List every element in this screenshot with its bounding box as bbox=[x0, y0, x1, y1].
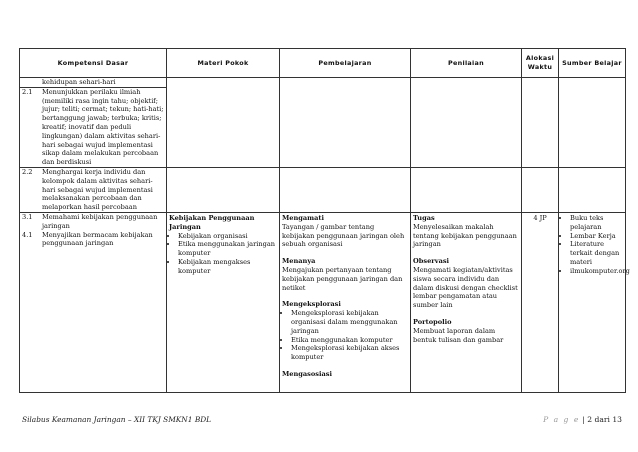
mengamati-text: Tayangan / gambar tentang kebijakan penggunaan jaringan oleh sebuah organisasi bbox=[282, 222, 405, 249]
list-item: • Kebijakan mengakses komputer bbox=[178, 258, 277, 276]
sumber-cell bbox=[559, 212, 630, 392]
materi-title: Kebijakan Penggunaan Jaringan bbox=[169, 213, 255, 231]
header-alokasi-waktu: Alokasi Waktu bbox=[522, 49, 559, 78]
list-item: • Etika menggunakan komputer bbox=[291, 336, 408, 345]
kd-cell bbox=[20, 212, 167, 392]
kd-3-1 bbox=[20, 213, 166, 231]
sumber-list bbox=[561, 213, 630, 276]
list-item: • Mengeksplorasi kebijakan organisasi dalam menggunakan jaringan bbox=[291, 309, 408, 335]
materi-cell bbox=[167, 212, 280, 392]
kd-continued bbox=[20, 78, 166, 87]
kd-text: Memahami kebijakan penggunaan jaringan bbox=[42, 212, 158, 230]
alokasi-cell-empty bbox=[522, 78, 559, 168]
alokasi-cell: 4 JP bbox=[522, 212, 559, 392]
kd-number: 3.1 bbox=[22, 212, 33, 221]
kd-2-1 bbox=[20, 87, 166, 167]
table-row bbox=[20, 167, 626, 212]
menanya-text: Mengajukan pertanyaan tentang kebijakan penggunaan jaringan dan netiket bbox=[282, 265, 403, 292]
kd-text: Menghargai kerja individu dan kelompok dalam aktivitas sehari-hari sebagai wujud implementasi melaksanakan percobaan dan melaporkan hasil percobaan bbox=[42, 167, 153, 212]
eksplorasi-heading: Mengeksplorasi bbox=[282, 300, 341, 309]
kd-2-2 bbox=[20, 168, 166, 212]
footer-title: Silabus Keamanan Jaringan – XII TKJ SMKN1 BDL bbox=[22, 415, 212, 424]
footer-page-number bbox=[543, 415, 622, 424]
kd-number: 2.1 bbox=[22, 87, 33, 96]
list-item: • Lembar Kerja bbox=[570, 232, 623, 241]
list-item: • Buku teks pelajaran bbox=[570, 214, 623, 232]
kd-text: Menyajikan bermacam kebijakan penggunaan jaringan bbox=[42, 230, 153, 248]
tugas-text: Menyelesaikan makalah tentang kebijakan penggunaan jaringan bbox=[413, 222, 517, 249]
kd-cell bbox=[20, 167, 167, 212]
kd-continued-text: kehidupan sehari-hari bbox=[42, 78, 116, 86]
page-footer bbox=[22, 415, 622, 424]
observasi-heading: Observasi bbox=[413, 257, 450, 266]
list-item: • Kebijakan organisasi bbox=[178, 232, 277, 241]
kd-number: 2.2 bbox=[22, 167, 33, 176]
table-row bbox=[20, 78, 626, 168]
pembelajaran-cell bbox=[280, 212, 411, 392]
list-item: • ilmukomputer.org bbox=[570, 267, 623, 276]
observasi-text: Mengamati kegiatan/aktivitas siswa secara individu dan dalam diskusi dengan checklist lembar pengamatan atau sumber lain bbox=[413, 265, 518, 310]
materi-cell-empty bbox=[167, 78, 280, 168]
kd-number: 4.1 bbox=[22, 230, 33, 239]
sumber-cell-empty bbox=[559, 78, 626, 168]
sumber-cell-empty bbox=[559, 167, 626, 212]
kd-text: Menunjukkan perilaku ilmiah (memiliki rasa ingin tahu; objektif; jujur; teliti; cermat; tekun; hati-hati; bertanggung jawab; terbuka; kritis; kreatif; inovatif dan peduli lingkungan) dalam aktivitas sehari-hari sebagai wujud implementasi sikap dalam melakukan percobaan dan berdiskusi bbox=[42, 87, 164, 167]
kd-cell bbox=[20, 78, 167, 168]
penilaian-cell-empty bbox=[411, 78, 522, 168]
table-row bbox=[20, 212, 626, 392]
eksplorasi-list bbox=[282, 309, 408, 362]
header-penilaian: Penilaian bbox=[411, 49, 522, 78]
penilaian-cell-empty bbox=[411, 167, 522, 212]
page-count: | 2 dari 13 bbox=[582, 415, 622, 424]
menanya-heading: Menanya bbox=[282, 257, 316, 266]
header-sumber-belajar: Sumber Belajar bbox=[559, 49, 626, 78]
table-header-row bbox=[20, 49, 626, 78]
asosiasi-heading: Mengasosiasi bbox=[282, 369, 332, 378]
portofolio-heading: Portopolio bbox=[413, 317, 452, 326]
pembelajaran-cell-empty bbox=[280, 167, 411, 212]
syllabus-table bbox=[19, 48, 630, 393]
pembelajaran-cell-empty bbox=[280, 78, 411, 168]
alokasi-cell-empty bbox=[522, 167, 559, 212]
mengamati-heading: Mengamati bbox=[282, 213, 324, 222]
penilaian-cell bbox=[411, 212, 522, 392]
list-item: • Literature terkait dengan materi bbox=[570, 240, 623, 266]
kd-4-1 bbox=[20, 231, 166, 249]
page-label: P a g e bbox=[543, 415, 580, 424]
list-item: • Mengeksplorasi kebijakan akses komputer bbox=[291, 344, 408, 362]
materi-list bbox=[169, 232, 277, 276]
portofolio-text: Membuat laporan dalam bentuk tulisan dan gambar bbox=[413, 326, 504, 344]
list-item: • Etika menggunakan jaringan komputer bbox=[178, 240, 277, 258]
header-kompetensi-dasar: Kompetensi Dasar bbox=[20, 49, 167, 78]
header-materi-pokok: Materi Pokok bbox=[167, 49, 280, 78]
tugas-heading: Tugas bbox=[413, 213, 435, 222]
materi-cell-empty bbox=[167, 167, 280, 212]
header-pembelajaran: Pembelajaran bbox=[280, 49, 411, 78]
